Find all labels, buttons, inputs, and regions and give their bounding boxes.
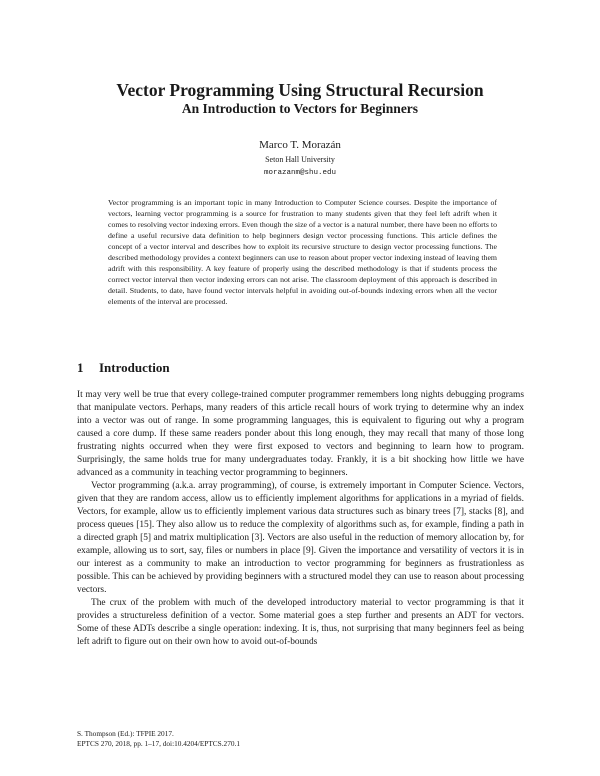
author-name: Marco T. Morazán <box>259 139 341 151</box>
section-number: 1 <box>77 360 84 375</box>
author-email: morazanm@shu.edu <box>263 169 336 177</box>
author-affiliation: Seton Hall University <box>265 155 335 164</box>
abstract: Vector programming is an important topic in many Introduction to Computer Science courses. Despite the importance of vectors, learning vector programming is a source for frustration to many students given that they feel left adrift when it comes to resolving vector indexing errors. Even though the size of a vector is a natural number, there have been no efforts to define a useful recursive data definition to help beginners design vector processing functions. This article defines the concept of a vector interval and describes how to exploit its recursive structure to design vector processing functions. The described methodology provides a context beginners can use to reason about proper vector indexing instead of leaving them adrift with this responsibility. A key feature of properly using the described methodology is that if students process the correct vector interval then vector indexing errors can not arise. The classroom deployment of this approach is described in detail. Students, to date, have found vector intervals helpful in avoiding out-of-bounds indexing errors when all the vector elements of the interval are processed. <box>108 198 497 306</box>
body-paragraph: The crux of the problem with much of the developed introductory material to vector programming is that it provides a structureless definition of a vector. Some material goes a step further and presents an ADT for vectors. Some of these ADTs describe a single operation: indexing. It is, thus, not surprising that many beginners feel as being left adrift to figure out on their own how to avoid out-of-bounds <box>77 598 524 647</box>
body-paragraph: Vector programming (a.k.a. array programming), of course, is extremely important in Computer Science. Vectors, given that they are random access, allow us to efficiently implement algorithms for applications in a myriad of fields. Vectors, for example, allow us to efficiently implement various data structures such as binary trees [7], stacks [8], and process queues [15]. They also allow us to reduce the complexity of algorithms such as, for example, finding a path in a directed graph [5] and matrix multiplication [3]. Vectors are also useful in the reduction of memory allocation by, for example, allowing us to sort, say, files or numbers in place [9]. Given the importance and versatility of vectors it is in our interest as a community to make an introduction to vector programming for beginners as frustrationless as possible. This can be achieved by providing beginners with a structured model they can use to reason about processing vectors. <box>77 481 524 595</box>
body-paragraph: It may very well be true that every college-trained computer programmer remembers long nights debugging programs that manipulate vectors. Perhaps, many readers of this article recall hours of work trying to determine why an index into a vector was out of range. In some programming languages, this is equivalent to figuring out why a program caused a core dump. If these same readers ponder about this long enough, they may recall that many of those long frustrating nights occurred when they were first exposed to vectors and beginning to learn how to program. Surprisingly, the same holds true for many undergraduates today. Frankly, it is a bit shocking how little we have advanced as a community in teaching vector programming to beginners. <box>77 390 524 478</box>
paper-title: Vector Programming Using Structural Recursion <box>116 80 484 100</box>
publication-footer <box>77 729 240 749</box>
footer-line-editor: S. Thompson (Ed.): TFPIE 2017. <box>77 729 174 738</box>
footer-line-doi: EPTCS 270, 2018, pp. 1–17, doi:10.4204/EPTCS.270.1 <box>77 739 240 748</box>
section-title: Introduction <box>99 360 170 375</box>
paper-subtitle: An Introduction to Vectors for Beginners <box>181 101 419 116</box>
section-heading <box>77 360 170 376</box>
section-body <box>77 389 524 649</box>
